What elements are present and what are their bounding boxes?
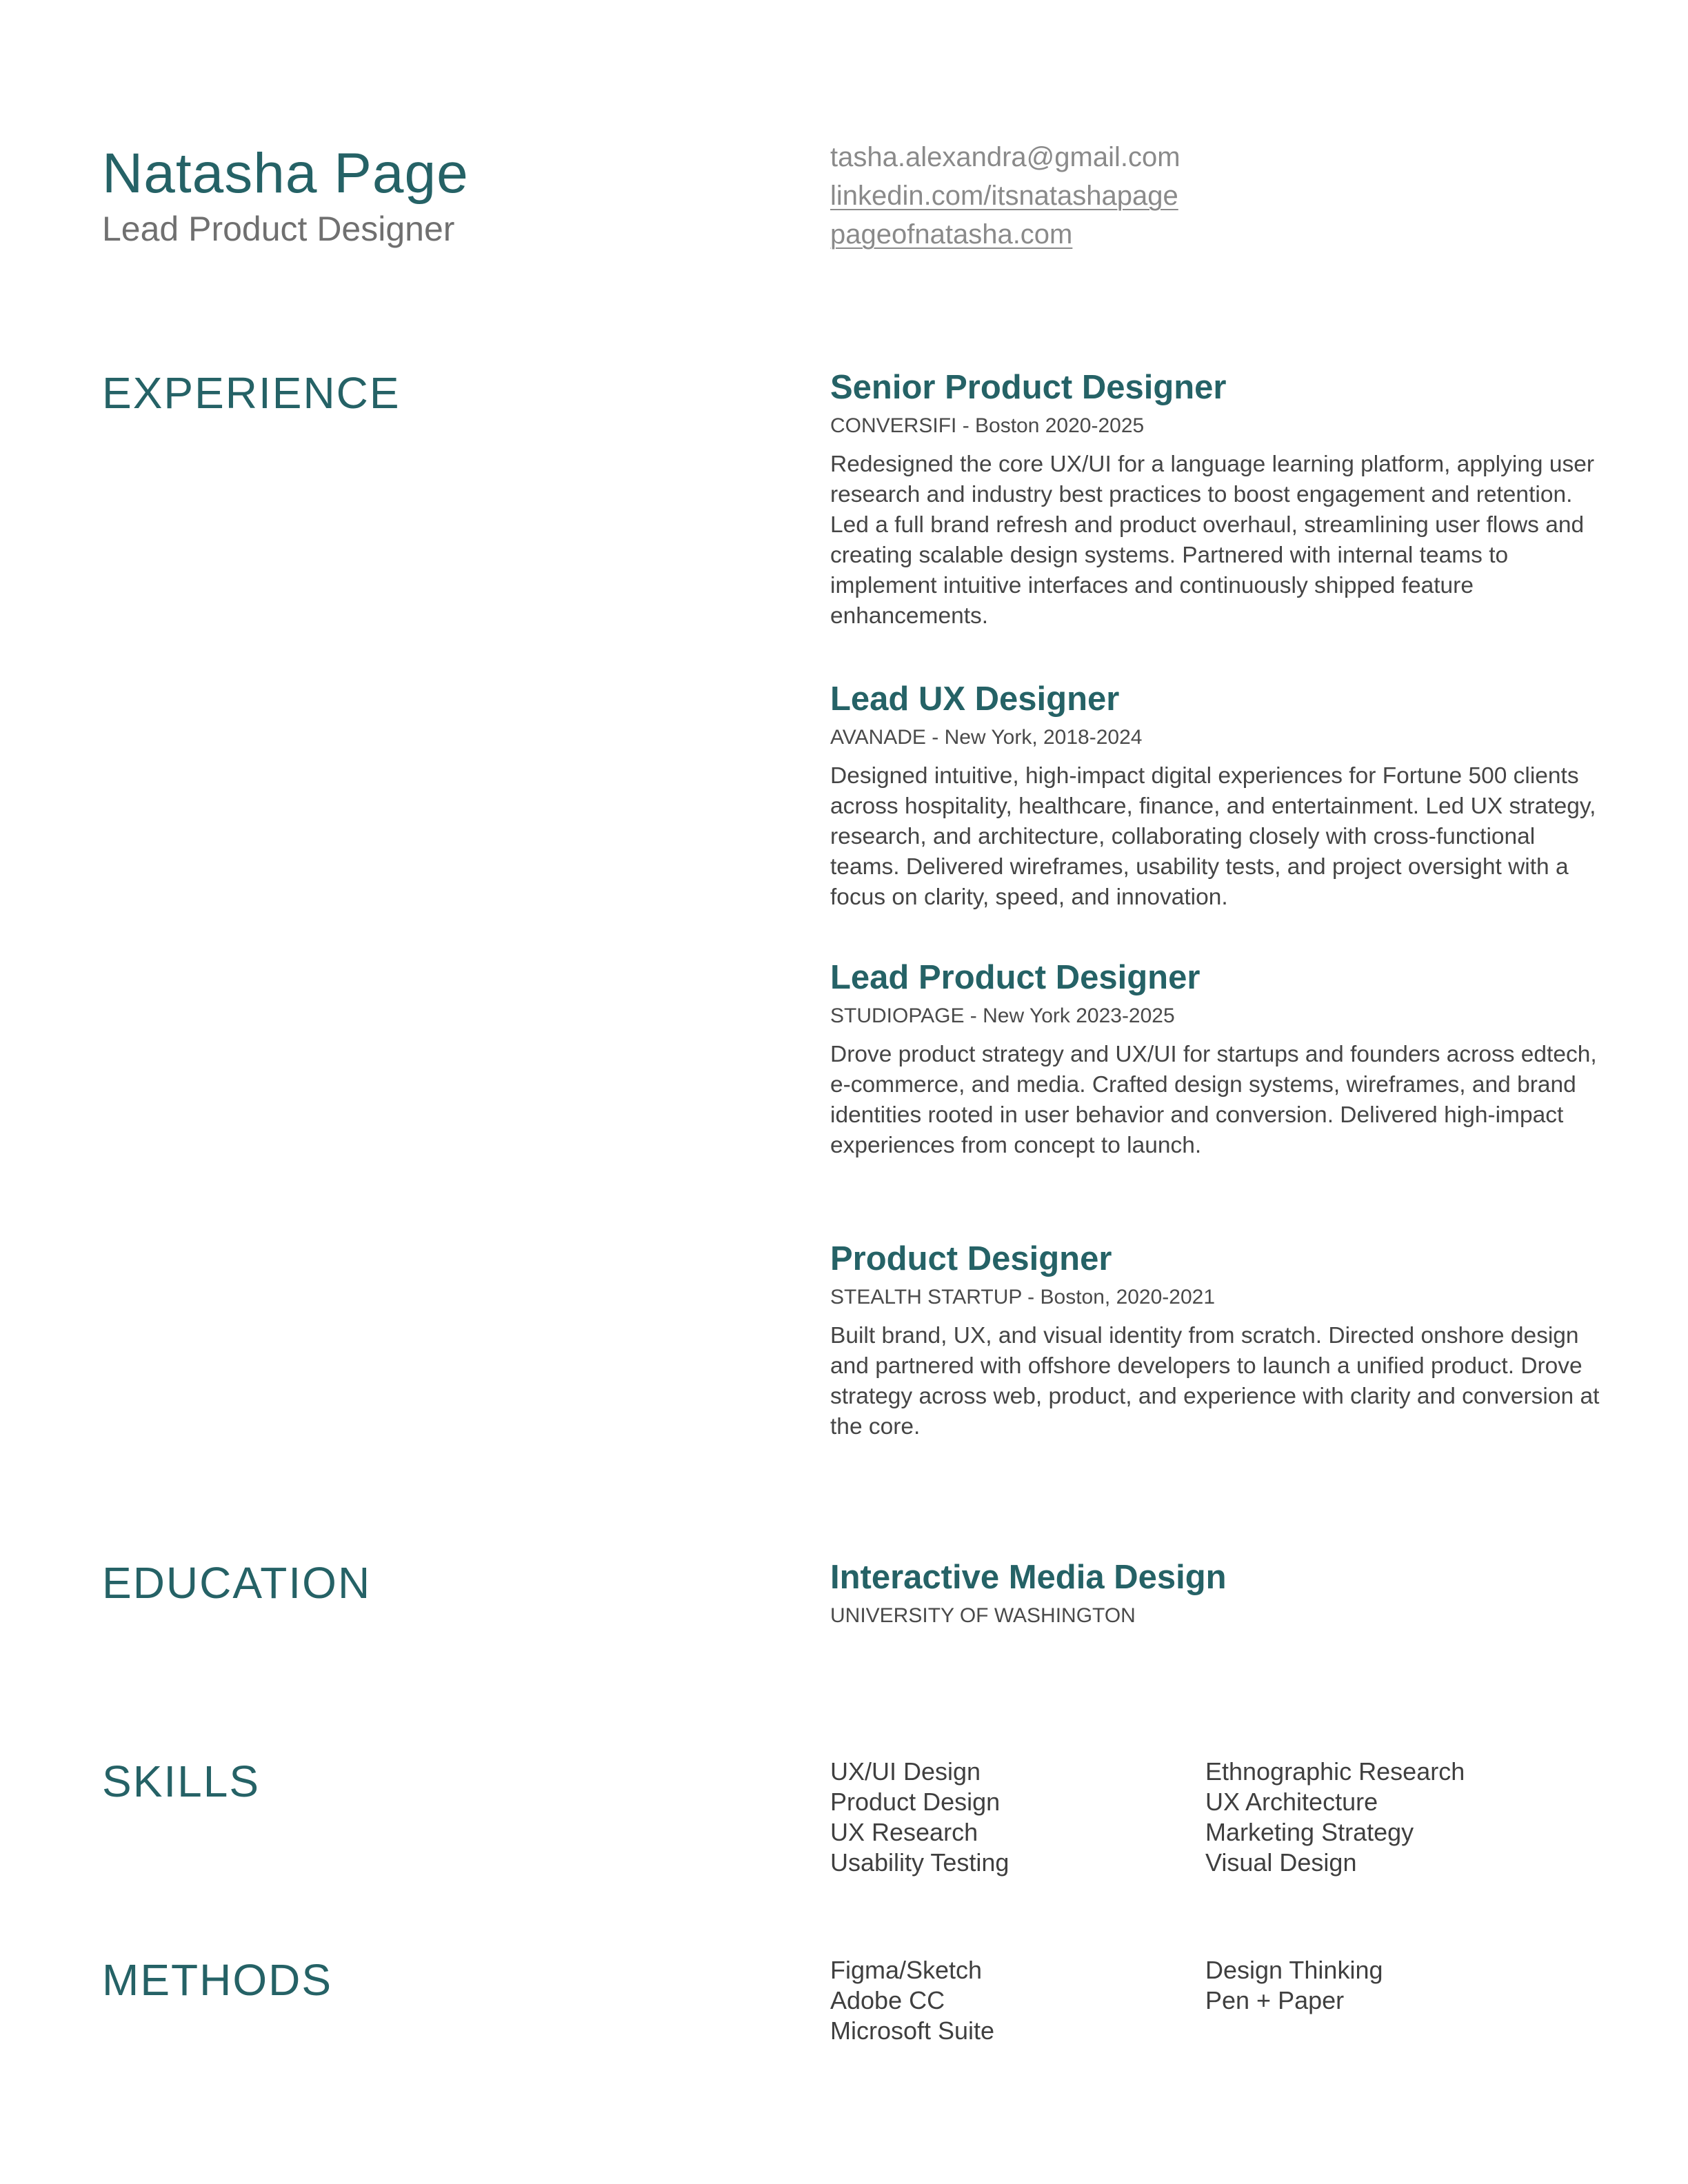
skills-heading: SKILLS xyxy=(102,1757,261,1806)
candidate-name: Natasha Page xyxy=(102,142,469,205)
job-meta: AVANADE - New York, 2018-2024 xyxy=(830,726,1143,749)
education-entry xyxy=(830,1557,1609,1639)
job-title: Lead UX Designer xyxy=(830,680,1120,718)
candidate-role: Lead Product Designer xyxy=(102,210,455,248)
method-item: Figma/Sketch xyxy=(830,1956,983,1984)
job-description: Redesigned the core UX/UI for a language learning platform, applying user research and industry best practices to boost engagement and retention. Led a full brand refresh and product overhaul, streamlining user flows and creating scalable design systems. Partnered with internal teams to implement intuitive interfaces and continuously shipped feature enhancements. xyxy=(830,452,1595,629)
experience-entry xyxy=(830,367,1609,631)
education-heading: EDUCATION xyxy=(102,1558,372,1608)
method-item: Design Thinking xyxy=(1205,1956,1383,1984)
skill-item: UX Architecture xyxy=(1205,1788,1378,1816)
job-title: Product Designer xyxy=(830,1240,1112,1277)
methods-column-2 xyxy=(1205,1955,1383,2016)
skill-item: Visual Design xyxy=(1205,1848,1357,1877)
methods-column-1 xyxy=(830,1955,994,2046)
method-item: Pen + Paper xyxy=(1205,1986,1345,2014)
experience-entry xyxy=(830,678,1609,913)
skill-item: Ethnographic Research xyxy=(1205,1757,1465,1786)
website-link[interactable]: pageofnatasha.com xyxy=(830,219,1073,250)
skill-item: UX Research xyxy=(830,1818,978,1846)
job-meta: STEALTH STARTUP - Boston, 2020-2021 xyxy=(830,1286,1216,1308)
skill-item: Product Design xyxy=(830,1788,1001,1816)
degree-title: Interactive Media Design xyxy=(830,1559,1227,1596)
job-meta: STUDIOPAGE - New York 2023-2025 xyxy=(830,1004,1175,1027)
skills-column-1 xyxy=(830,1757,1009,1878)
experience-heading: EXPERIENCE xyxy=(102,368,401,418)
method-item: Adobe CC xyxy=(830,1986,945,2014)
email-text[interactable]: tasha.alexandra@gmail.com xyxy=(830,142,1180,172)
skill-item: UX/UI Design xyxy=(830,1757,981,1786)
job-description: Built brand, UX, and visual identity from scratch. Directed onshore design and partnered with offshore developers to launch a unified product. Drove strategy across web, product, and experience with clarity and conversion at the core. xyxy=(830,1323,1600,1439)
skills-column-2 xyxy=(1205,1757,1465,1878)
experience-entry xyxy=(830,957,1609,1161)
linkedin-link[interactable]: linkedin.com/itsnatashapage xyxy=(830,181,1178,211)
job-title: Senior Product Designer xyxy=(830,369,1227,406)
method-item: Microsoft Suite xyxy=(830,2016,995,2045)
job-description: Designed intuitive, high-impact digital experiences for Fortune 500 clients across hospitality, healthcare, finance, and entertainment. Led UX strategy, research, and architecture, collaborating closely with cross-functional teams. Delivered wireframes, usability tests, and project oversight with a focus on clarity, speed, and innovation. xyxy=(830,763,1596,910)
contact-block xyxy=(830,138,1180,254)
job-description: Drove product strategy and UX/UI for startups and founders across edtech, e-commerce, and media. Crafted design systems, wireframes, and brand identities rooted in user behavior and conversion. Delivered high-impact experiences from concept to launch. xyxy=(830,1042,1597,1158)
school-name: UNIVERSITY OF WASHINGTON xyxy=(830,1604,1136,1627)
experience-entry xyxy=(830,1238,1609,1442)
methods-heading: METHODS xyxy=(102,1955,332,2005)
job-title: Lead Product Designer xyxy=(830,959,1200,996)
skill-item: Usability Testing xyxy=(830,1848,1009,1877)
skill-item: Marketing Strategy xyxy=(1205,1818,1414,1846)
job-meta: CONVERSIFI - Boston 2020-2025 xyxy=(830,414,1145,437)
